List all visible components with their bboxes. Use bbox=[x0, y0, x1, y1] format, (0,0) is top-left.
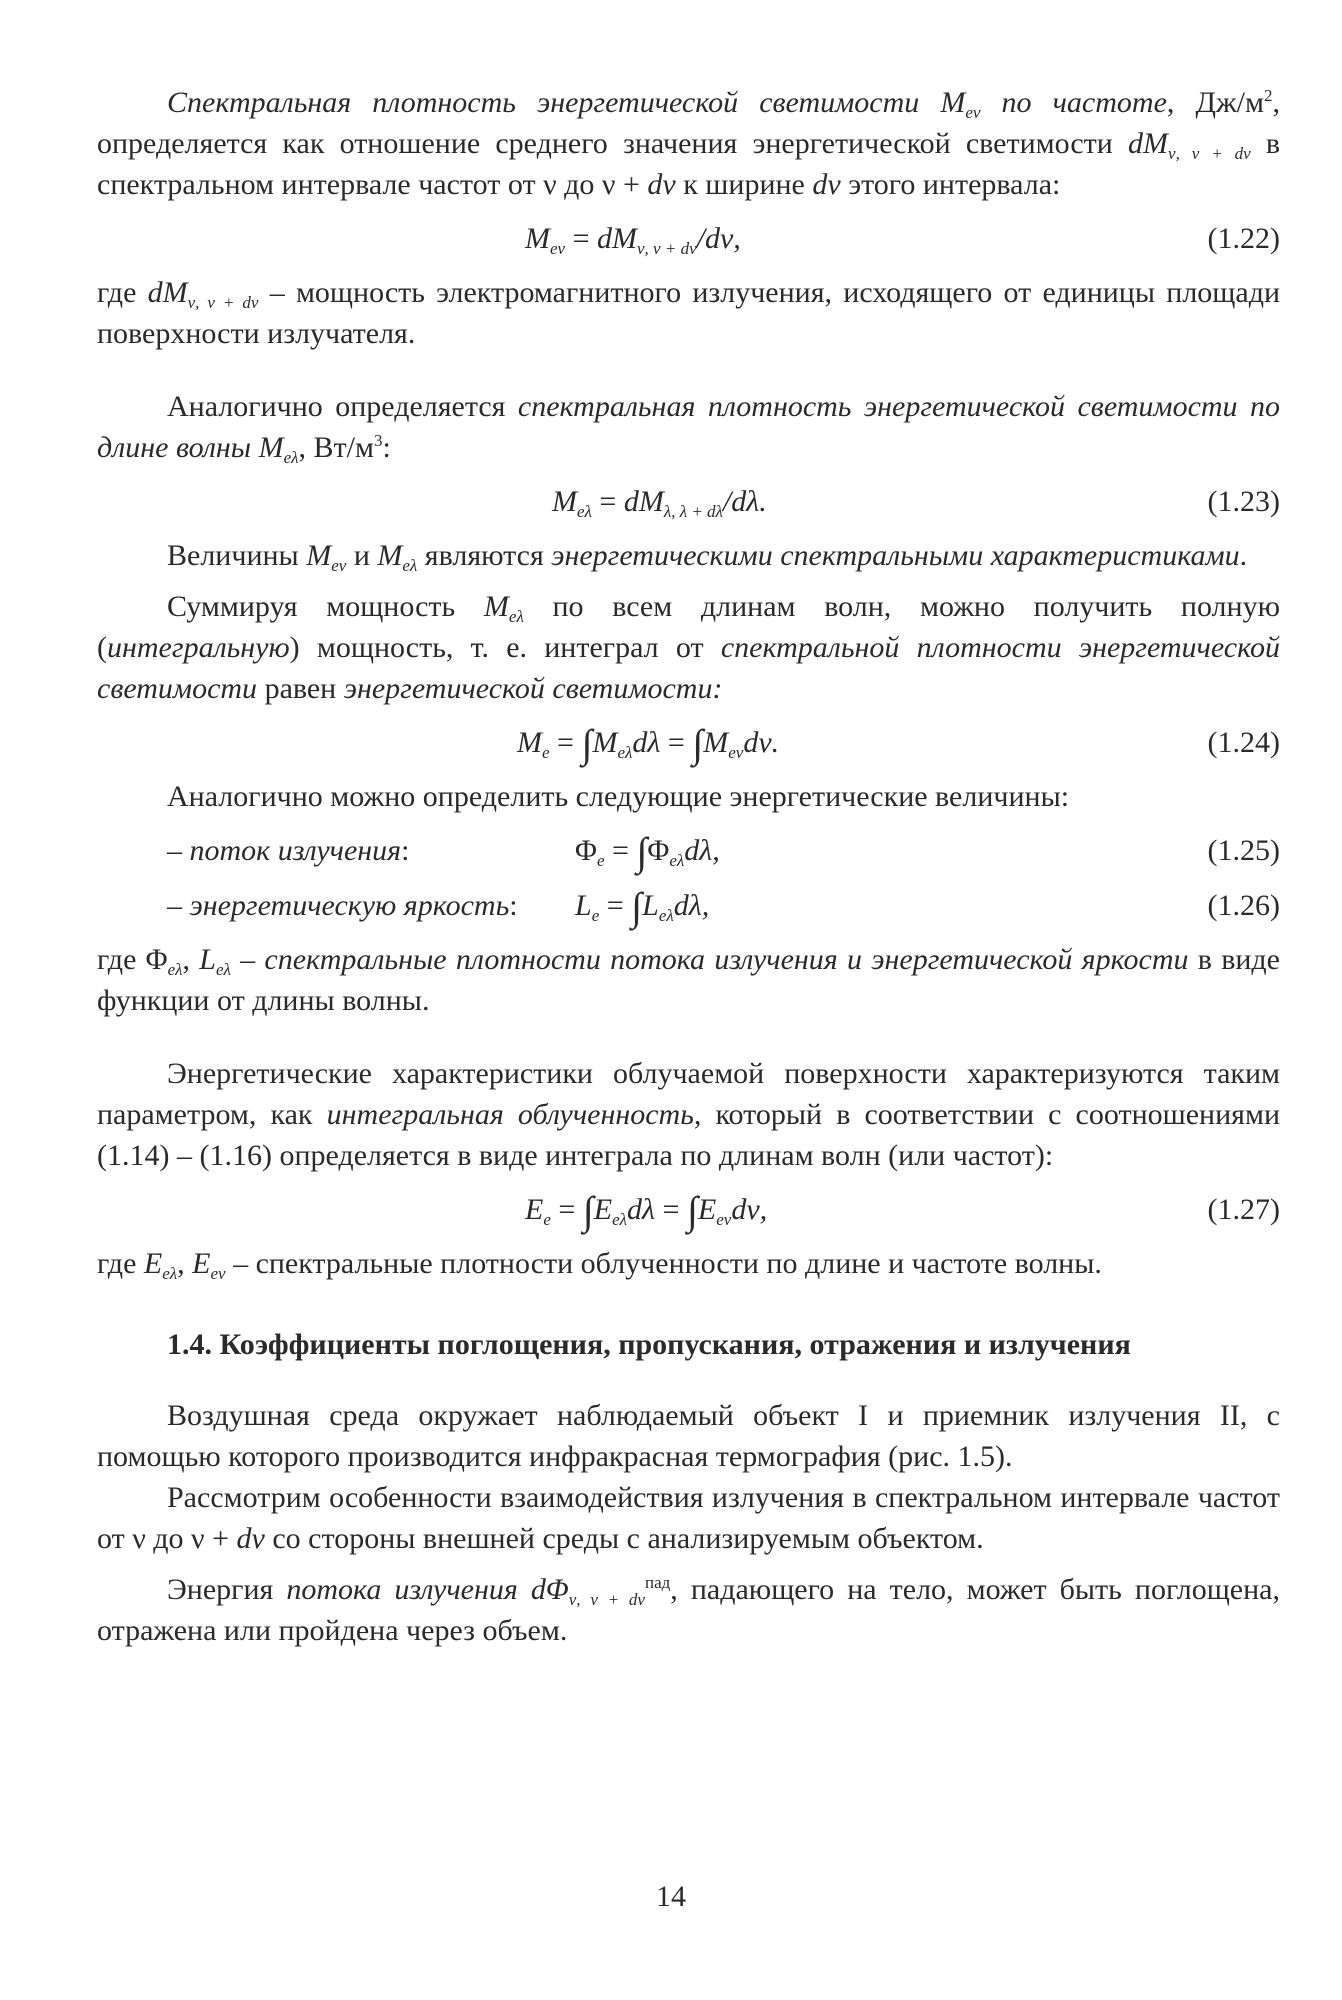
equation-formula: $E_e = \int E_{e\lambda}d\lambda = \int E_{e\nu}d\nu$, bbox=[525, 1188, 768, 1233]
page-content bbox=[97, 82, 1280, 1651]
body-text: в спектральном интервале частот от ν до ν + bbox=[97, 127, 1280, 201]
paragraph-spectral-density-frequency bbox=[97, 82, 1280, 205]
equation-1-22 bbox=[97, 217, 1280, 260]
paragraph-irradiance: Энергетические характеристики облучаемой поверхности характеризуются таким параметром, как интегральная облученность, который в соответствии с соотношениями (1.14) – (1.16) определяется в виде интеграла по длинам волн (или частот): bbox=[97, 1057, 1281, 1172]
equation-number: (1.26) bbox=[1207, 889, 1280, 922]
equation-number: (1.22) bbox=[1207, 222, 1280, 255]
term-text: по частоте bbox=[980, 86, 1167, 119]
equation-number: (1.25) bbox=[1207, 834, 1280, 867]
equation-formula: $\Phi_e = \int\Phi_{e\lambda}d\lambda$, bbox=[575, 829, 720, 874]
page-number: 14 bbox=[656, 1880, 686, 1913]
paragraph-spectral-characteristics: Величины $M_{e\nu}$ и $M_{e\lambda}$ являются энергетическими спектральными характеристиками. bbox=[167, 539, 1248, 575]
term-text: Спектральная плотность энергетической светимости M bbox=[167, 86, 966, 119]
equation-formula: $L_e = \int L_{e\lambda}d\lambda$, bbox=[575, 884, 710, 929]
paragraph-integral-power: Суммируя мощность $M_{e\lambda}$ по всем длинам волн, можно получить полную (интегральную) мощность, т. е. интеграл от спектральной плотности энергетической светимости равен энергетической светимости: bbox=[97, 590, 1280, 705]
equation-formula: $M_{e\nu} = dM_{\nu, \nu + d\nu}/d\nu$, bbox=[525, 222, 741, 258]
section-heading: 1.4. Коэффициенты поглощения, пропускания, отражения и излучения bbox=[167, 1328, 1131, 1361]
paragraph-spectral-density-wavelength: Аналогично определяется спектральная плотность энергетической светимости по длине волны $M_{e\lambda}$, $Вт/м^3$: bbox=[97, 390, 1280, 467]
unit-text: , Дж/м bbox=[1166, 86, 1265, 119]
paragraph-other-quantities: Аналогично можно определить следующие энергетические величины: bbox=[167, 780, 1070, 813]
equation-formula: $M_e = \int M_{e\lambda}d\lambda = \int M_{e\nu}d\nu$. bbox=[517, 721, 780, 766]
body-text: к ширине bbox=[675, 168, 813, 201]
equation-label: – поток излучения: bbox=[167, 834, 410, 867]
paragraph-flux-energy: Энергия потока излучения $d\Phi_{\nu, \nu + d\nu}^{пад}$, падающего на тело, может быть поглощена, отражена или пройдена через объем. bbox=[97, 1573, 1280, 1647]
math-symbol: dν bbox=[812, 168, 841, 201]
equation-1-26 bbox=[97, 884, 1280, 927]
subscript: ν, ν + dν bbox=[1168, 144, 1251, 163]
math-symbol: dM bbox=[1128, 127, 1169, 160]
equation-number: (1.24) bbox=[1207, 726, 1280, 759]
equation-formula: $M_{e\lambda} = dM_{\lambda, \lambda + d\lambda}/d\lambda$. bbox=[552, 485, 767, 521]
paragraph-where-e: где $E_{e\lambda}$, $E_{e\nu}$ – спектральные плотности облученности по длине и частоте волны. bbox=[97, 1247, 1102, 1283]
paragraph-interaction: Рассмотрим особенности взаимодействия излучения в спектральном интервале частот от ν до ν + dν со стороны внешней среды с анализируемым объектом. bbox=[97, 1481, 1280, 1555]
body-text: , определяется как отношение среднего значения энергетической светимости bbox=[97, 86, 1281, 160]
equation-label: – энергетическую яркость: bbox=[167, 889, 518, 922]
paragraph-air-medium: Воздушная среда окружает наблюдаемый объект I и приемник излучения II, с помощью которого производится инфракрасная термография (рис. 1.5). bbox=[97, 1399, 1280, 1473]
subscript: eν bbox=[965, 103, 981, 122]
equation-1-25 bbox=[97, 829, 1280, 872]
paragraph-where-dM: где $dM_{\nu, \nu + d\nu}$ – мощность электромагнитного излучения, исходящего от единицы площади поверхности излучателя. bbox=[97, 276, 1281, 350]
superscript: 2 bbox=[1264, 86, 1273, 105]
equation-number: (1.27) bbox=[1207, 1193, 1280, 1226]
equation-1-24 bbox=[97, 721, 1280, 764]
equation-1-27 bbox=[97, 1188, 1280, 1231]
math-symbol: dν bbox=[647, 168, 676, 201]
body-text: этого интервала: bbox=[840, 168, 1061, 201]
paragraph-where-phi-l: где $\Phi_{e\lambda}$, $L_{e\lambda}$ – спектральные плотности потока излучения и энергетической яркости в виде функции от длины волны. bbox=[97, 943, 1280, 1017]
equation-number: (1.23) bbox=[1207, 485, 1280, 518]
equation-1-23 bbox=[97, 480, 1280, 523]
